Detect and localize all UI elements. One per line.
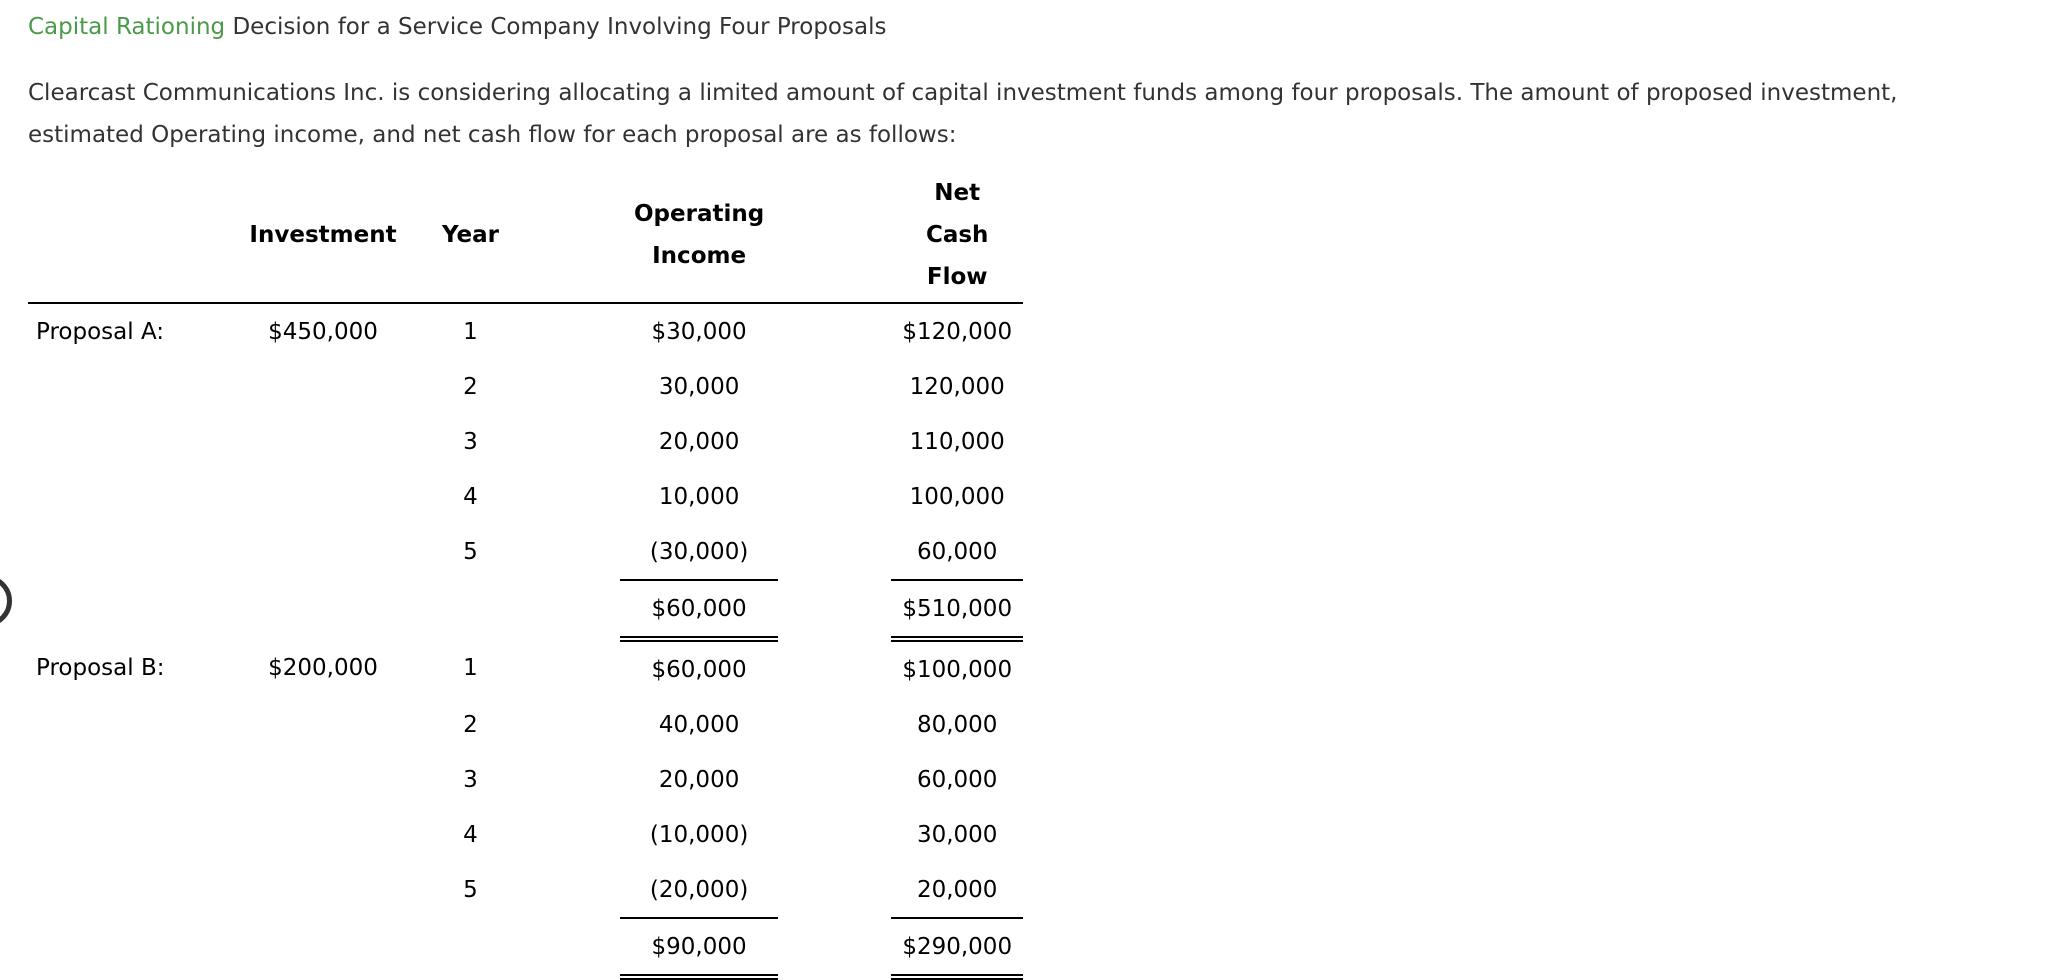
table-row — [28, 862, 1023, 918]
net-cash-flow-cell: 100,000 — [909, 483, 1005, 510]
intro-paragraph: Clearcast Communications Inc. is considering allocating a limited amount of capital investment funds among four proposals. The amount of proposed investment, estimated Operating income, and net cash flow for each proposal are as follows: — [28, 80, 1898, 148]
year-cell: 3 — [463, 766, 478, 793]
investment-value: $200,000 — [268, 655, 378, 681]
total-row — [28, 580, 1023, 639]
operating-income-total: $90,000 — [620, 918, 778, 977]
proposals-table — [28, 168, 1023, 980]
header-operating-income-line2: Income — [652, 243, 747, 269]
year-cell: 3 — [463, 428, 478, 455]
header-net-cash-flow-line1: Net — [934, 180, 981, 206]
table-row — [28, 303, 1023, 359]
total-row — [28, 918, 1023, 977]
header-spacer — [778, 168, 891, 303]
operating-income-total: $60,000 — [620, 580, 778, 639]
circle-marker-icon — [0, 575, 12, 627]
operating-income-cell: 20,000 — [658, 766, 740, 793]
operating-income-cell: 20,000 — [658, 428, 740, 455]
table-row — [28, 697, 1023, 752]
page-title — [28, 10, 886, 44]
year-cell: 1 — [463, 655, 478, 681]
proposal-label: Proposal A: — [36, 318, 165, 345]
header-net-cash-flow-line2: Cash — [925, 222, 989, 248]
net-cash-flow-cell: 60,000 — [916, 766, 998, 793]
table-row — [28, 469, 1023, 524]
operating-income-cell: (20,000) — [649, 876, 749, 903]
net-cash-flow-total: $510,000 — [891, 580, 1023, 639]
table-row — [28, 414, 1023, 469]
proposal-label: Proposal B: — [36, 655, 165, 681]
operating-income-cell: $30,000 — [651, 318, 747, 345]
header-spacer — [518, 168, 620, 303]
header-blank — [28, 168, 223, 303]
operating-income-cell: 40,000 — [658, 711, 740, 738]
year-cell: 5 — [463, 539, 478, 565]
operating-income-cell: 30,000 — [658, 373, 740, 400]
year-cell: 2 — [463, 711, 478, 738]
net-cash-flow-total: $290,000 — [891, 918, 1023, 977]
header-net-cash-flow-line3: Flow — [926, 264, 988, 290]
header-operating-income — [620, 168, 778, 303]
table-row — [28, 807, 1023, 862]
header-operating-income-line1: Operating — [634, 201, 765, 227]
net-cash-flow-cell: 60,000 — [916, 538, 998, 565]
operating-income-cell: (10,000) — [649, 821, 749, 848]
net-cash-flow-cell: $100,000 — [902, 656, 1013, 683]
operating-income-cell: (30,000) — [649, 538, 749, 565]
year-cell: 5 — [463, 877, 478, 903]
operating-income-cell: $60,000 — [651, 656, 747, 683]
table-row — [28, 359, 1023, 414]
operating-income-cell: 10,000 — [658, 483, 740, 510]
year-cell: 4 — [463, 821, 478, 848]
year-cell: 2 — [463, 373, 478, 400]
net-cash-flow-cell: $120,000 — [902, 318, 1013, 345]
topic-link[interactable]: Capital Rationing — [28, 14, 226, 40]
title-text: Decision for a Service Company Involving Four Proposals — [225, 14, 887, 40]
investment-value: $450,000 — [268, 318, 378, 345]
header-year: Year — [423, 168, 518, 303]
year-cell: 4 — [463, 483, 478, 510]
net-cash-flow-cell: 30,000 — [916, 821, 998, 848]
net-cash-flow-cell: 120,000 — [909, 373, 1005, 400]
table-header-row — [28, 168, 1023, 303]
header-investment: Investment — [223, 168, 423, 303]
table-row — [28, 752, 1023, 807]
table-row — [28, 639, 1023, 697]
net-cash-flow-cell: 80,000 — [916, 711, 998, 738]
net-cash-flow-cell: 110,000 — [909, 428, 1005, 455]
net-cash-flow-cell: 20,000 — [916, 876, 998, 903]
header-net-cash-flow — [891, 168, 1023, 303]
year-cell: 1 — [463, 318, 478, 345]
table-row — [28, 524, 1023, 580]
